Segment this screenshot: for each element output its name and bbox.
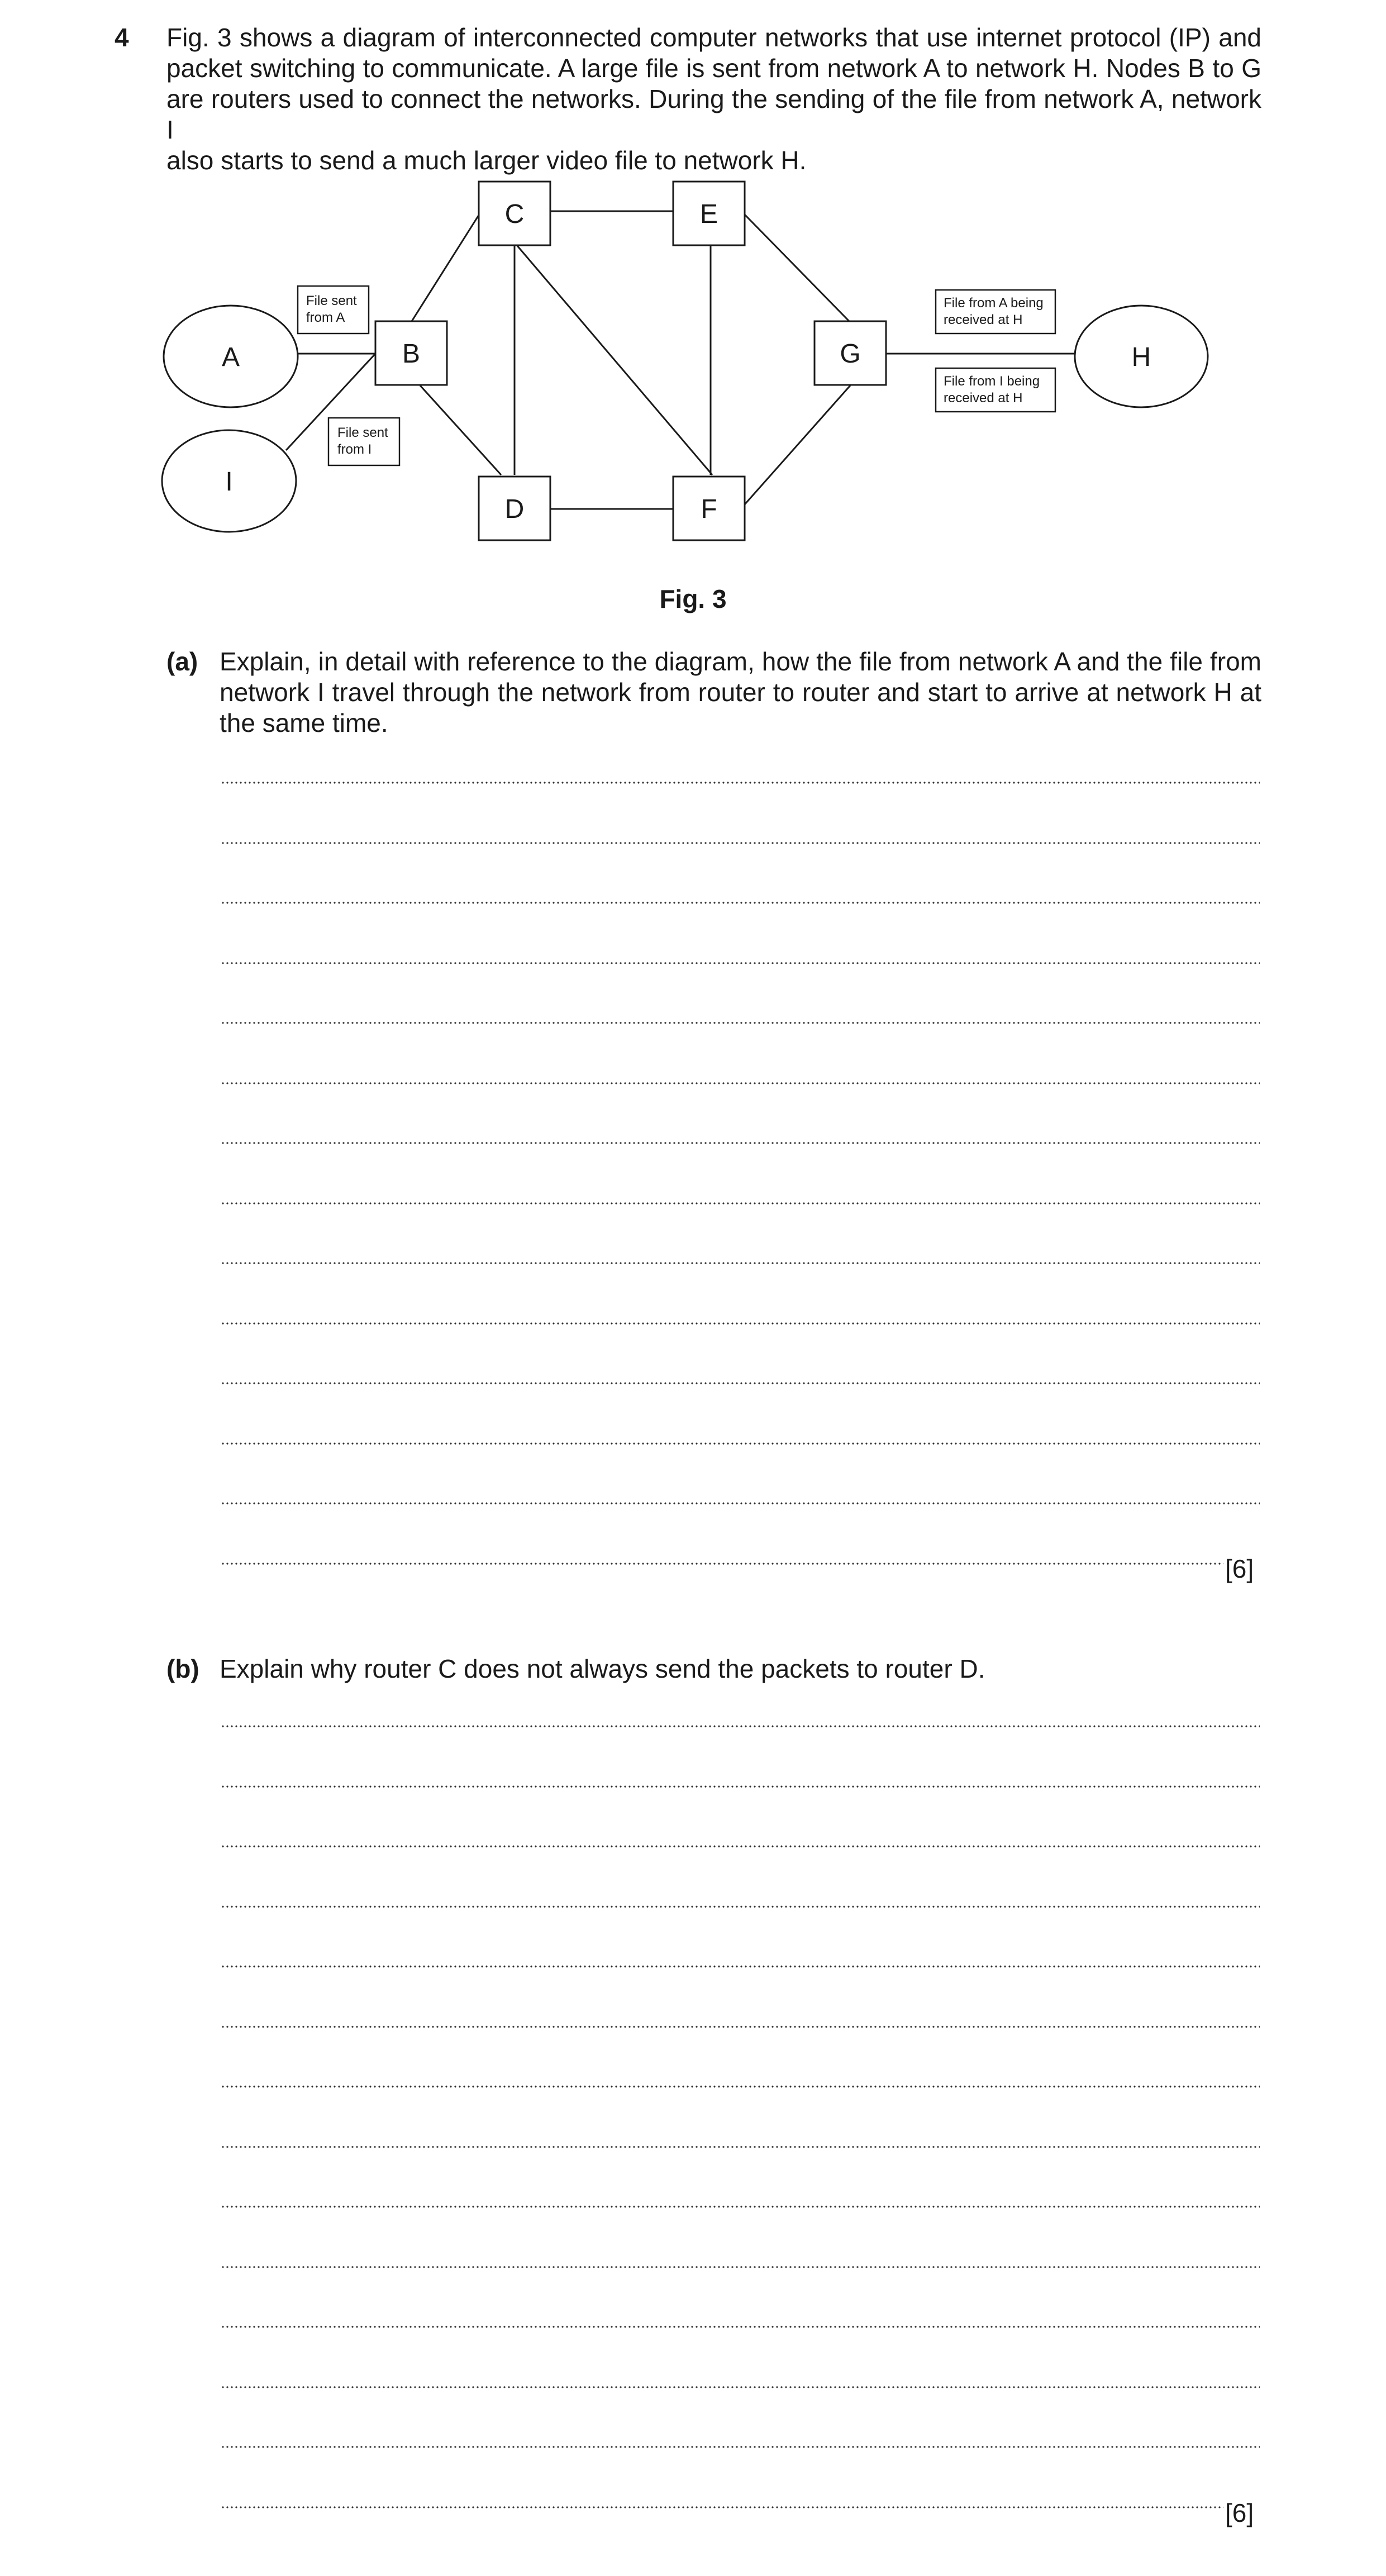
- part-b-label: (b): [166, 1654, 199, 1683]
- figure-caption: Fig. 3: [659, 584, 727, 613]
- router-g-label: G: [840, 339, 861, 369]
- answer-line[interactable]: [221, 2146, 1260, 2148]
- callout-sent-from-i-line: from I: [337, 442, 372, 457]
- answer-line[interactable]: [221, 902, 1260, 904]
- intro-line: packet switching to communicate. A large file is sent from network A to network H. Nodes B to G: [166, 54, 1261, 83]
- answer-line[interactable]: [221, 2326, 1260, 2328]
- network-h-label: H: [1131, 342, 1151, 372]
- answer-line[interactable]: [221, 842, 1260, 844]
- question-number: 4: [115, 23, 129, 52]
- part-a-question: [220, 646, 1261, 739]
- answer-line[interactable]: [221, 1202, 1260, 1204]
- answer-line[interactable]: [221, 1906, 1260, 1908]
- answer-line[interactable]: [221, 2446, 1260, 2448]
- answer-line[interactable]: [221, 2506, 1223, 2508]
- part-b-marks: [6]: [1225, 2498, 1254, 2527]
- answer-line[interactable]: [221, 1442, 1260, 1445]
- network-i-label: I: [225, 467, 233, 497]
- router-d-label: D: [504, 494, 525, 524]
- network-diagram: [0, 0, 1386, 559]
- link-c-f: [517, 246, 712, 475]
- part-b-question: Explain why router C does not always send the packets to router D.: [220, 1654, 985, 1683]
- answer-line[interactable]: [221, 1382, 1260, 1384]
- callout-received-i-line: File from I being: [944, 374, 1040, 389]
- answer-line[interactable]: [221, 1845, 1260, 1848]
- answer-line[interactable]: [221, 1965, 1260, 1968]
- network-a-label: A: [221, 342, 240, 372]
- answer-line[interactable]: [221, 782, 1260, 784]
- answer-line[interactable]: [221, 1082, 1260, 1084]
- intro-line: are routers used to connect the networks. During the sending of the file from network A, network I: [166, 84, 1261, 144]
- answer-line[interactable]: [221, 2026, 1260, 2028]
- answer-line[interactable]: [221, 1322, 1260, 1325]
- callout-received-a-line: File from A being: [944, 296, 1044, 311]
- answer-line[interactable]: [221, 1725, 1260, 1727]
- link-b-d: [420, 385, 501, 475]
- answer-line[interactable]: [221, 1502, 1260, 1504]
- part-a-line: Explain, in detail with reference to the diagram, how the file from network A and the file from: [220, 647, 1261, 676]
- part-a-marks: [6]: [1225, 1554, 1254, 1583]
- answer-line[interactable]: [221, 962, 1260, 964]
- callout-sent-from-a-line: File sent: [306, 293, 357, 308]
- part-a-line: the same time.: [220, 708, 388, 737]
- link-e-g: [745, 215, 850, 322]
- router-c-label: C: [504, 199, 525, 229]
- router-f-label: F: [701, 494, 717, 524]
- answer-line[interactable]: [221, 1785, 1260, 1788]
- answer-line[interactable]: [221, 2266, 1260, 2268]
- intro-line: also starts to send a much larger video file to network H.: [166, 146, 807, 175]
- answer-line[interactable]: [221, 2206, 1260, 2208]
- answer-line[interactable]: [221, 1262, 1260, 1264]
- part-a-line: network I travel through the network from router to router and start to arrive at network H at: [220, 678, 1261, 707]
- link-b-c: [412, 215, 479, 321]
- answer-line[interactable]: [221, 1022, 1260, 1024]
- part-a-label: (a): [166, 647, 198, 676]
- callout-sent-from-a-line: from A: [306, 310, 345, 325]
- answer-line[interactable]: [221, 1142, 1260, 1144]
- answer-line[interactable]: [221, 2085, 1260, 2088]
- link-f-g: [745, 385, 850, 504]
- callout-received-i-line: received at H: [944, 391, 1023, 406]
- answer-line[interactable]: [221, 2386, 1260, 2388]
- router-b-label: B: [402, 339, 421, 369]
- router-e-label: E: [699, 199, 718, 229]
- callout-received-a-line: received at H: [944, 312, 1023, 327]
- answer-line[interactable]: [221, 1563, 1223, 1565]
- intro-line: Fig. 3 shows a diagram of interconnected computer networks that use internet protocol (IP) and: [166, 23, 1261, 52]
- callout-sent-from-i-line: File sent: [337, 425, 388, 440]
